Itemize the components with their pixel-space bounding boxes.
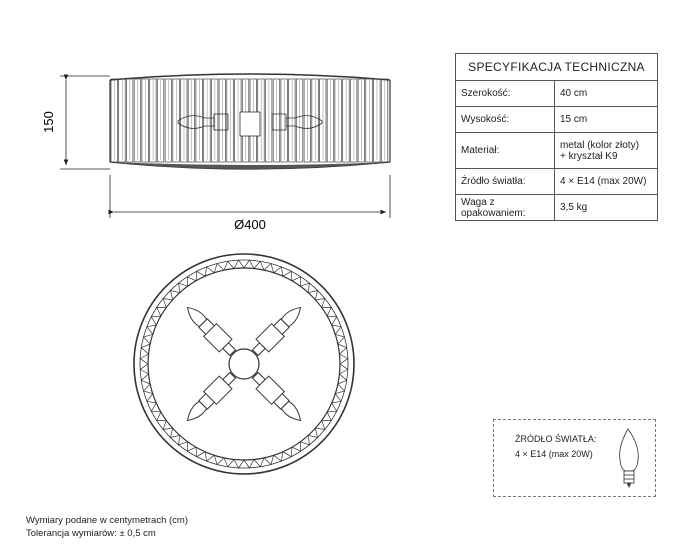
crystal-tooth: [340, 354, 348, 364]
spec-row: [456, 195, 658, 221]
diameter-label: Ø400: [234, 217, 266, 232]
spec-label: Wysokość:: [456, 107, 555, 133]
center-hub: [229, 349, 259, 379]
crystal-tooth: [340, 364, 348, 374]
units-note: Wymiary podane w centymetrach (cm): [26, 515, 188, 526]
spec-label: Materiał:: [456, 133, 555, 169]
spec-row: [456, 107, 658, 133]
light-source-value: 4 × E14 (max 20W): [515, 449, 593, 459]
spec-row: [456, 169, 658, 195]
crystal-tooth: [244, 460, 254, 468]
light-source-box: [493, 419, 656, 497]
crystal-tooth: [171, 291, 180, 300]
spec-value: 3,5 kg: [555, 195, 658, 221]
spec-value: 15 cm: [555, 107, 658, 133]
spec-value: 4 × E14 (max 20W): [555, 169, 658, 195]
height-dimension: [60, 76, 110, 169]
spec-table: [455, 53, 658, 221]
height-label: 150: [41, 111, 56, 133]
spec-row: [456, 133, 658, 169]
width-dimension: [110, 175, 390, 218]
crystal-tooth: [140, 354, 148, 364]
crystal-tooth: [171, 428, 180, 437]
crystal-tooth: [140, 364, 148, 374]
spec-value: 40 cm: [555, 81, 658, 107]
spec-row: [456, 81, 658, 107]
spec-label: Źródło światła:: [456, 169, 555, 195]
bottom-view: [134, 254, 354, 474]
crystal-tooth: [308, 428, 317, 437]
spec-value: metal (kolor złoty) + kryształ K9: [555, 133, 658, 169]
crystal-tooth: [234, 260, 244, 268]
crystal-tooth: [234, 460, 244, 468]
crystal-tooth: [308, 291, 317, 300]
tolerance-note: Tolerancja wymiarów: ± 0,5 cm: [26, 528, 156, 539]
spec-label: Waga z opakowaniem:: [456, 195, 555, 221]
side-view-bottom-base: [110, 162, 390, 169]
light-source-title: ŹRÓDŁO ŚWIATŁA:: [515, 434, 597, 444]
side-view: [110, 74, 390, 169]
crystal-tooth: [244, 260, 254, 268]
spec-table-title: SPECYFIKACJA TECHNICZNA: [456, 54, 658, 81]
spec-label: Szerokość:: [456, 81, 555, 107]
